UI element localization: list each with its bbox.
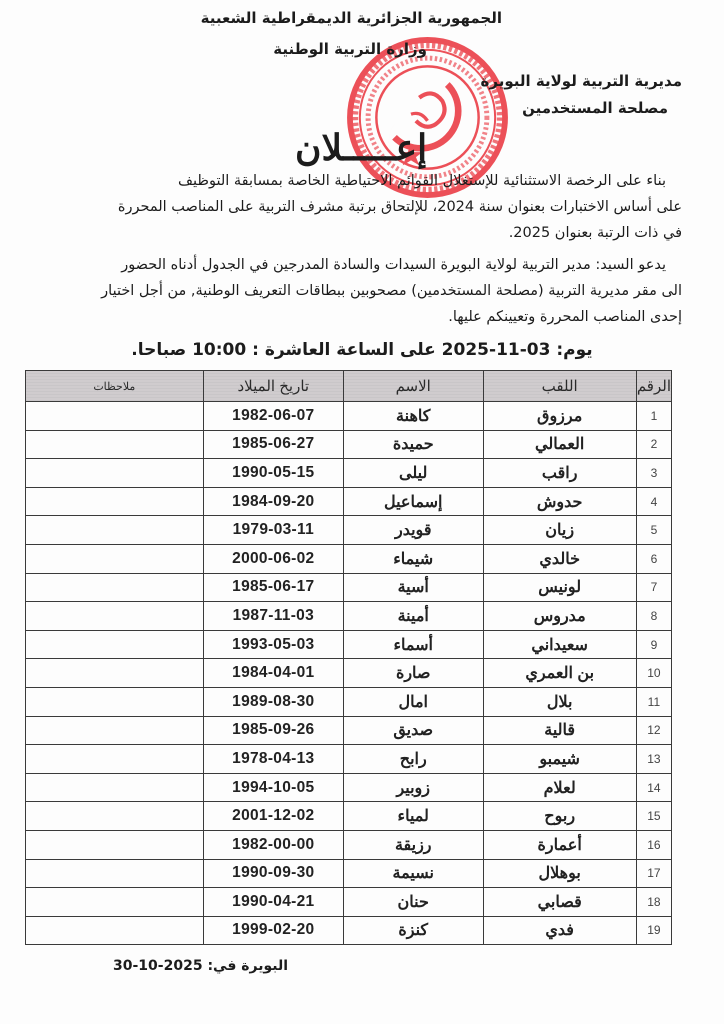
- row-last-name: لونيس: [483, 573, 636, 602]
- row-notes: [26, 687, 204, 716]
- row-birth-date: 2001-12-02: [203, 802, 343, 831]
- row-birth-date: 1982-00-00: [203, 830, 343, 859]
- row-first-name: زوبير: [343, 773, 483, 802]
- row-first-name: حميدة: [343, 430, 483, 459]
- table-row: [26, 516, 672, 545]
- table-row: [26, 830, 672, 859]
- row-first-name: كاهنة: [343, 402, 483, 431]
- table-row: [26, 402, 672, 431]
- row-birth-date: 1985-06-27: [203, 430, 343, 459]
- row-number: 4: [636, 487, 671, 516]
- row-number: 8: [636, 602, 671, 631]
- row-first-name: رزيقة: [343, 830, 483, 859]
- row-number: 7: [636, 573, 671, 602]
- meeting-datetime: يوم: 03-11-2025 على الساعة العاشرة : 10:00 صباحا.: [131, 340, 593, 360]
- table-row: [26, 888, 672, 917]
- row-first-name: رابح: [343, 745, 483, 774]
- row-notes: [26, 487, 204, 516]
- row-last-name: راقب: [483, 459, 636, 488]
- row-first-name: نسيمة: [343, 859, 483, 888]
- republic-name: الجمهورية الجزائرية الديمقراطية الشعبية: [200, 9, 502, 27]
- row-last-name: أعمارة: [483, 830, 636, 859]
- row-first-name: أمينة: [343, 602, 483, 631]
- announcement-title: إعـــــلان: [295, 127, 428, 169]
- row-last-name: قالية: [483, 716, 636, 745]
- row-first-name: لمياء: [343, 802, 483, 831]
- row-notes: [26, 830, 204, 859]
- header-first-name: الاسم: [343, 371, 483, 402]
- row-first-name: شيماء: [343, 544, 483, 573]
- row-number: 1: [636, 402, 671, 431]
- row-number: 13: [636, 745, 671, 774]
- row-last-name: العمالي: [483, 430, 636, 459]
- row-notes: [26, 916, 204, 945]
- row-notes: [26, 745, 204, 774]
- row-notes: [26, 516, 204, 545]
- row-notes: [26, 802, 204, 831]
- row-birth-date: 1990-04-21: [203, 888, 343, 917]
- intro-line: في ذات الرتبة بعنوان 2025.: [508, 225, 682, 241]
- row-last-name: بوهلال: [483, 859, 636, 888]
- row-last-name: خالدي: [483, 544, 636, 573]
- row-notes: [26, 402, 204, 431]
- ministry-name: وزارة التربية الوطنية: [273, 40, 427, 58]
- header-notes: ملاحظات: [26, 371, 204, 402]
- row-number: 17: [636, 859, 671, 888]
- row-last-name: حدوش: [483, 487, 636, 516]
- row-number: 11: [636, 687, 671, 716]
- row-first-name: أسماء: [343, 630, 483, 659]
- row-birth-date: 1979-03-11: [203, 516, 343, 545]
- row-number: 2: [636, 430, 671, 459]
- row-last-name: قصابي: [483, 888, 636, 917]
- table-row: [26, 459, 672, 488]
- row-number: 6: [636, 544, 671, 573]
- row-first-name: إسماعيل: [343, 487, 483, 516]
- row-last-name: زيان: [483, 516, 636, 545]
- row-birth-date: 1990-05-15: [203, 459, 343, 488]
- table-row: [26, 659, 672, 688]
- row-birth-date: 1999-02-20: [203, 916, 343, 945]
- row-first-name: ليلى: [343, 459, 483, 488]
- table-header-row: [26, 371, 672, 402]
- row-last-name: شيمبو: [483, 745, 636, 774]
- row-number: 15: [636, 802, 671, 831]
- table-row: [26, 773, 672, 802]
- signature-line: [113, 958, 288, 974]
- header-number: الرقم: [636, 371, 671, 402]
- header-birth-date: تاريخ الميلاد: [203, 371, 343, 402]
- table-row: [26, 745, 672, 774]
- row-last-name: مدروس: [483, 602, 636, 631]
- table-row: [26, 544, 672, 573]
- row-birth-date: 1989-08-30: [203, 687, 343, 716]
- table-row: [26, 859, 672, 888]
- row-number: 12: [636, 716, 671, 745]
- row-notes: [26, 716, 204, 745]
- row-first-name: كنزة: [343, 916, 483, 945]
- row-notes: [26, 573, 204, 602]
- row-number: 3: [636, 459, 671, 488]
- invitation-paragraph: [22, 252, 682, 330]
- intro-paragraph: [22, 168, 682, 246]
- row-last-name: بن العمري: [483, 659, 636, 688]
- row-notes: [26, 659, 204, 688]
- table-row: [26, 630, 672, 659]
- row-last-name: ربوح: [483, 802, 636, 831]
- row-first-name: صارة: [343, 659, 483, 688]
- row-last-name: لعلام: [483, 773, 636, 802]
- directorate-name: مديرية التربية لولاية البويرة: [480, 72, 682, 90]
- row-notes: [26, 888, 204, 917]
- row-birth-date: 1985-06-17: [203, 573, 343, 602]
- row-birth-date: 1984-04-01: [203, 659, 343, 688]
- intro-line: على أساس الاختبارات بعنوان سنة 2024، للإلتحاق برتبة مشرف التربية على المناصب المحررة: [117, 199, 682, 215]
- row-birth-date: 1994-10-05: [203, 773, 343, 802]
- row-notes: [26, 859, 204, 888]
- row-birth-date: 1993-05-03: [203, 630, 343, 659]
- row-notes: [26, 630, 204, 659]
- row-birth-date: 2000-06-02: [203, 544, 343, 573]
- row-birth-date: 1978-04-13: [203, 745, 343, 774]
- row-birth-date: 1987-11-03: [203, 602, 343, 631]
- row-first-name: أسية: [343, 573, 483, 602]
- row-notes: [26, 459, 204, 488]
- service-name: مصلحة المستخدمين: [522, 99, 668, 117]
- row-birth-date: 1982-06-07: [203, 402, 343, 431]
- table-row: [26, 573, 672, 602]
- row-last-name: بلال: [483, 687, 636, 716]
- table-row: [26, 916, 672, 945]
- table-row: [26, 716, 672, 745]
- row-birth-date: 1984-09-20: [203, 487, 343, 516]
- table-row: [26, 487, 672, 516]
- table-row: [26, 687, 672, 716]
- row-number: 9: [636, 630, 671, 659]
- header-last-name: اللقب: [483, 371, 636, 402]
- row-number: 16: [636, 830, 671, 859]
- signature-date: 2025-10-30: [113, 958, 203, 974]
- row-number: 10: [636, 659, 671, 688]
- row-first-name: امال: [343, 687, 483, 716]
- row-last-name: سعيداني: [483, 630, 636, 659]
- row-number: 18: [636, 888, 671, 917]
- intro-line: بناء على الرخصة الاستثنائية للإستغلال القوائم الاحتياطية الخاصة بمسابقة التوظيف: [178, 173, 666, 189]
- row-first-name: صديق: [343, 716, 483, 745]
- row-number: 19: [636, 916, 671, 945]
- row-first-name: حنان: [343, 888, 483, 917]
- row-notes: [26, 430, 204, 459]
- row-notes: [26, 773, 204, 802]
- invitation-line: يدعو السيد: مدير التربية لولاية البويرة السيدات والسادة المدرجين في الجدول أدناه الحضور: [121, 257, 666, 273]
- row-number: 5: [636, 516, 671, 545]
- table-row: [26, 802, 672, 831]
- row-last-name: مرزوق: [483, 402, 636, 431]
- signature-place: البويرة في:: [207, 958, 289, 974]
- row-birth-date: 1990-09-30: [203, 859, 343, 888]
- row-last-name: فدي: [483, 916, 636, 945]
- row-notes: [26, 544, 204, 573]
- row-first-name: قويدر: [343, 516, 483, 545]
- invitation-line: الى مقر مديرية التربية (مصلحة المستخدمين) مصحوبين ببطاقات التعريف الوطنية, من أجل اختيار: [101, 283, 682, 299]
- table-row: [26, 602, 672, 631]
- row-number: 14: [636, 773, 671, 802]
- row-birth-date: 1985-09-26: [203, 716, 343, 745]
- candidates-table: [25, 370, 672, 945]
- invitation-line: إحدى المناصب المحررة وتعيينكم عليها.: [448, 309, 682, 325]
- row-notes: [26, 602, 204, 631]
- table-row: [26, 430, 672, 459]
